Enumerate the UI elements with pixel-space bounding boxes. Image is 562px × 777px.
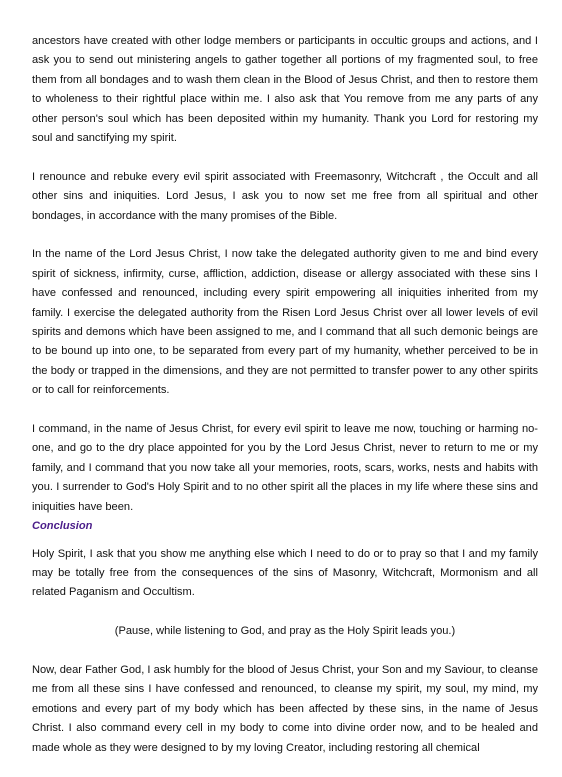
paragraph-command-spirits: I command, in the name of Jesus Christ, for every evil spirit to leave me now, touching or harming no-one, and go to the dry place appointed for you by the Lord Jesus Christ, never to return to me or my family, and I command that you now take all your memories, roots, scars, works, nests and habits with you. I surrender to God's Holy Spirit and to no other spirit all the places in my life where these sins and iniquities have been.	[32, 423, 538, 513]
paragraph-fragmented-soul: ancestors have created with other lodge members or participants in occultic groups and actions, and I ask you to send out ministering angels to gather together all portions of my fragmented soul, to free them from all bondages and to wash them clean in the Blood of Jesus Christ, and then to restore them to wholeness to their rightful place within me. I also ask that You remove from me any parts of any other person's soul which has been deposited within my humanity. Thank you Lord for restoring my soul and sanctifying my spirit.	[32, 35, 538, 145]
paragraph-pause-instruction: (Pause, while listening to God, and pray as the Holy Spirit leads you.)	[114, 625, 456, 638]
paragraph-holy-spirit: Holy Spirit, I ask that you show me anything else which I need to do or to pray so that I and my family may be totally free from the consequences of the sins of Masonry, Witchcraft, Mormonism and all related Paganism and Occultism.	[32, 547, 538, 599]
conclusion-heading: Conclusion	[32, 520, 93, 533]
paragraph-renounce-spirits: I renounce and rebuke every evil spirit associated with Freemasonry, Witchcraft , the Occult and all other sins and iniquities. Lord Jesus, I ask you to now set me free from all spiritual and other bondages, in accordance with the many promises of the Bible.	[32, 170, 538, 222]
document-page	[32, 32, 538, 777]
paragraph-father-god: Now, dear Father God, I ask humbly for the blood of Jesus Christ, your Son and my Saviour, to cleanse me from all these sins I have confessed and renounced, to cleanse my spirit, my soul, my mind, my emotions and every part of my body which has been affected by these sins, in the name of Jesus Christ. I also command every cell in my body to come into divine order now, and to be healed and made whole as they were designed to by my loving Creator, including restoring all chemical	[32, 663, 538, 754]
paragraph-delegated-authority: In the name of the Lord Jesus Christ, I now take the delegated authority given to me and bind every spirit of sickness, infirmity, curse, affliction, addiction, disease or allergy associated with these sins I have confessed and renounced, including every spirit empowering all iniquities inherited from my family. I exercise the delegated authority from the Risen Lord Jesus Christ over all lower levels of evil spirits and demons which have been assigned to me, and I command that all such demonic beings are to be bound up into one, to be separated from every part of my humanity, whether perceived to be in the body or trapped in the dimensions, and they are not permitted to transfer power to any other spirits or to call for reinforcements.	[32, 248, 538, 397]
